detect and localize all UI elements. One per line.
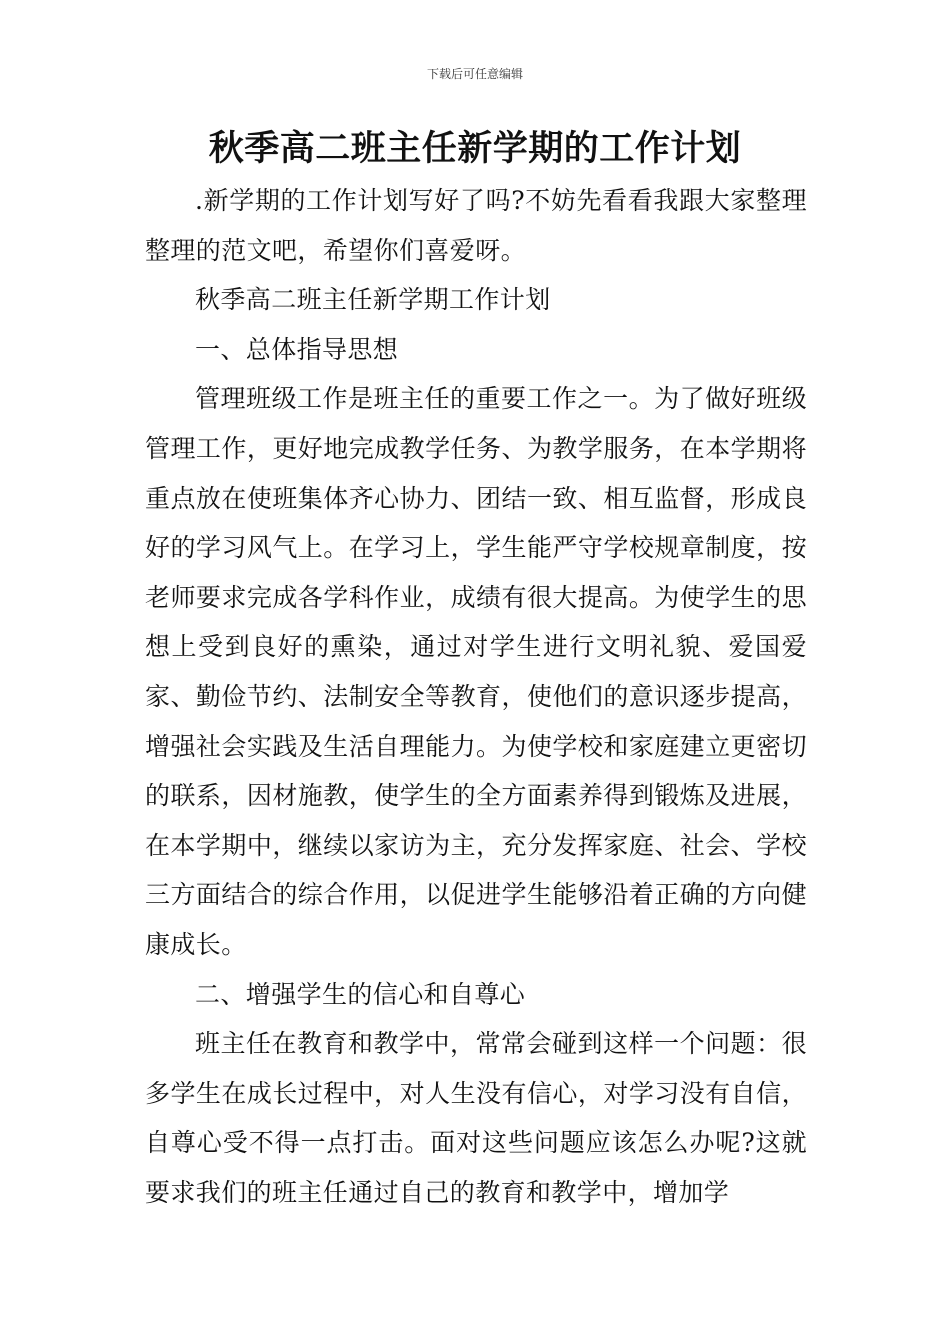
document-body — [145, 176, 807, 1217]
section-heading-2: 二、增强学生的信心和自尊心 — [195, 979, 526, 1009]
section-paragraph-2: 班主任在教育和教学中，常常会碰到这样一个问题：很多学生在成长过程中，对人生没有信心，对学习没有自信，自尊心受不得一点打击。面对这些问题应该怎么办呢?这就要求我们的班主任通过自己的教育和教学中，增加学 — [145, 1029, 807, 1207]
subtitle-paragraph: 秋季高二班主任新学期工作计划 — [195, 285, 551, 315]
intro-paragraph: .新学期的工作计划写好了吗?不妨先看看我跟大家整理整理的范文吧，希望你们喜爱呀。 — [145, 186, 807, 265]
section-paragraph-1: 管理班级工作是班主任的重要工作之一。为了做好班级管理工作，更好地完成教学任务、为教学服务，在本学期将重点放在使班集体齐心协力、团结一致、相互监督，形成良好的学习风气上。在学习上，学生能严守学校规章制度，按老师要求完成各学科作业，成绩有很大提高。为使学生的思想上受到良好的熏染，通过对学生进行文明礼貌、爱国爱家、勤俭节约、法制安全等教育，使他们的意识逐步提高，增强社会实践及生活自理能力。为使学校和家庭建立更密切的联系，因材施教，使学生的全方面素养得到锻炼及进展，在本学期中，继续以家访为主，充分发挥家庭、社会、学校三方面结合的综合作用，以促进学生能够沿着正确的方向健康成长。 — [145, 384, 807, 959]
header-note: 下载后可任意编辑 — [426, 67, 523, 81]
document-title: 秋季高二班主任新学期的工作计划 — [208, 129, 742, 169]
section-heading-1: 一、总体指导思想 — [195, 334, 399, 364]
